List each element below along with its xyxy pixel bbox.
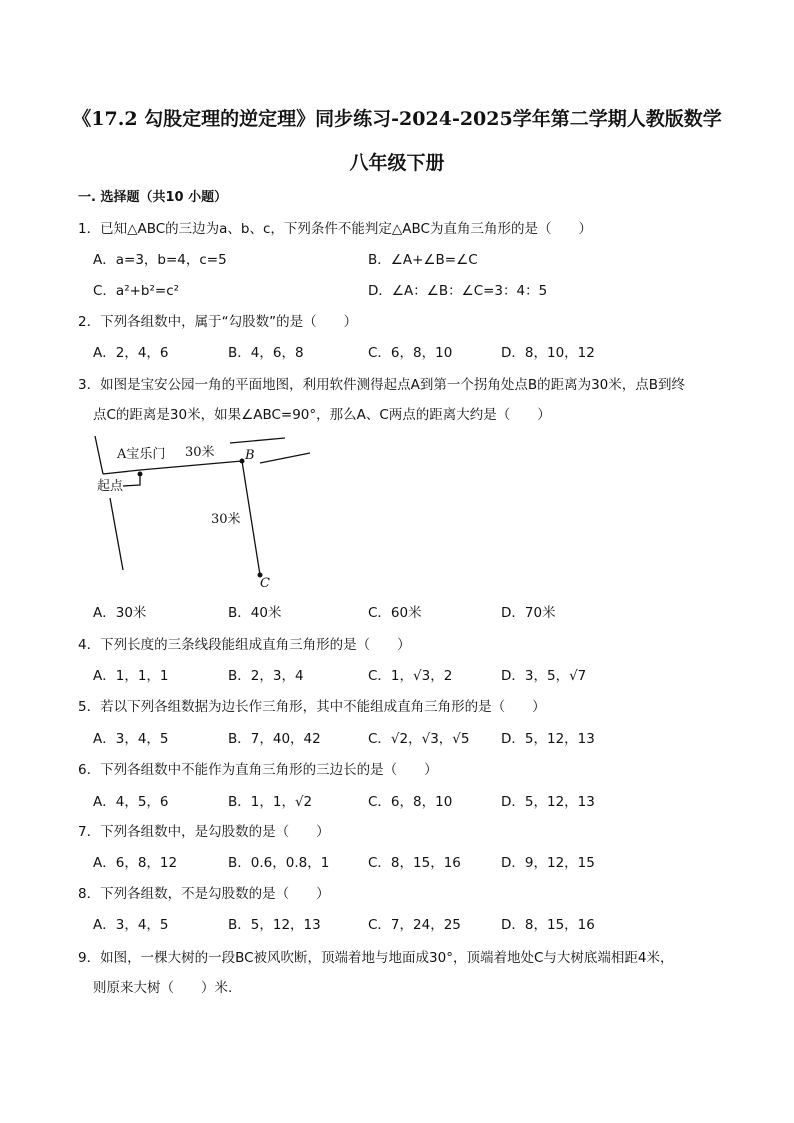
- q2-option-a: A．2，4，6: [93, 345, 169, 361]
- q3-option-a: A．30米: [93, 605, 147, 621]
- point-c-label: C: [260, 576, 270, 590]
- question-2: 2．下列各组数中，属于“勾股数”的是（ ）: [78, 314, 358, 330]
- question-8: 8．下列各组数，不是勾股数的是（ ）: [78, 886, 330, 902]
- q7-option-d: D．9，12，15: [501, 855, 595, 871]
- q8-option-d: D．8，15，16: [501, 917, 595, 933]
- q2-option-b: B．4，6，8: [228, 345, 304, 361]
- gate-label: A宝乐门: [117, 447, 166, 462]
- question-3-line1: 3．如图是宝安公园一角的平面地图，利用软件测得起点A到第一个拐角处点B的距离为30米，点B到终: [78, 377, 686, 393]
- q1-option-a: A．a=3，b=4，c=5: [93, 252, 227, 268]
- q6-option-b: B．1，1，√2: [228, 794, 313, 810]
- question-4: 4．下列长度的三条线段能组成直角三角形的是（ ）: [78, 637, 411, 653]
- section-heading: 一. 选择题（共10 小题）: [78, 190, 228, 205]
- q8-option-a: A．3，4，5: [93, 917, 169, 933]
- q1-option-d: D．∠A：∠B：∠C=3：4：5: [368, 283, 548, 299]
- q6-option-d: D．5，12，13: [501, 794, 595, 810]
- q7-option-b: B．0.6，0.8，1: [228, 855, 330, 871]
- q5-option-d: D．5，12，13: [501, 731, 595, 747]
- q7-option-a: A．6，8，12: [93, 855, 178, 871]
- q4-option-d: D．3，5，√7: [501, 668, 587, 684]
- q4-option-b: B．2，3，4: [228, 668, 304, 684]
- ab-length-label: 30米: [185, 445, 215, 460]
- q2-option-c: C．6，8，10: [368, 345, 453, 361]
- q1-option-b: B．∠A+∠B=∠C: [368, 252, 478, 268]
- start-label: 起点: [97, 479, 124, 494]
- q7-option-c: C．8，15，16: [368, 855, 461, 871]
- question-7: 7．下列各组数中，是勾股数的是（ ）: [78, 824, 330, 840]
- q2-option-d: D．8，10，12: [501, 345, 595, 361]
- park-map-figure: [85, 430, 325, 590]
- q3-option-b: B．40米: [228, 605, 282, 621]
- q5-option-a: A．3，4，5: [93, 731, 169, 747]
- q8-option-b: B．5，12，13: [228, 917, 321, 933]
- document-title-line1: 《17.2 勾股定理的逆定理》同步练习-2024-2025学年第二学期人教版数学: [72, 108, 722, 130]
- q3-option-d: D．70米: [501, 605, 556, 621]
- question-5: 5．若以下列各组数据为边长作三角形，其中不能组成直角三角形的是（ ）: [78, 699, 546, 715]
- question-1: 1．已知△ABC的三边为a、b、c，下列条件不能判定△ABC为直角三角形的是（ ）: [78, 221, 592, 237]
- q1-option-c: C．a²+b²=c²: [93, 283, 180, 299]
- question-9-line2: 则原来大树（ ）米.: [93, 980, 233, 996]
- document-title-line2: 八年级下册: [349, 152, 445, 174]
- bc-length-label: 30米: [211, 512, 241, 527]
- point-b-label: B: [245, 448, 255, 463]
- question-9-line1: 9．如图，一棵大树的一段BC被风吹断，顶端着地与地面成30°，顶端着地处C与大树底端相距4米，: [78, 950, 674, 966]
- q5-option-b: B．7，40，42: [228, 731, 321, 747]
- question-3-line2: 点C的距离是30米，如果∠ABC=90°，那么A、C两点的距离大约是（ ）: [93, 407, 551, 423]
- question-6: 6．下列各组数中不能作为直角三角形的三边长的是（ ）: [78, 762, 438, 778]
- q8-option-c: C．7，24，25: [368, 917, 461, 933]
- q6-option-a: A．4，5，6: [93, 794, 169, 810]
- q6-option-c: C．6，8，10: [368, 794, 453, 810]
- q4-option-a: A．1，1，1: [93, 668, 169, 684]
- q3-option-c: C．60米: [368, 605, 422, 621]
- q5-option-c: C．√2，√3，√5: [368, 731, 470, 747]
- q4-option-c: C．1，√3，2: [368, 668, 453, 684]
